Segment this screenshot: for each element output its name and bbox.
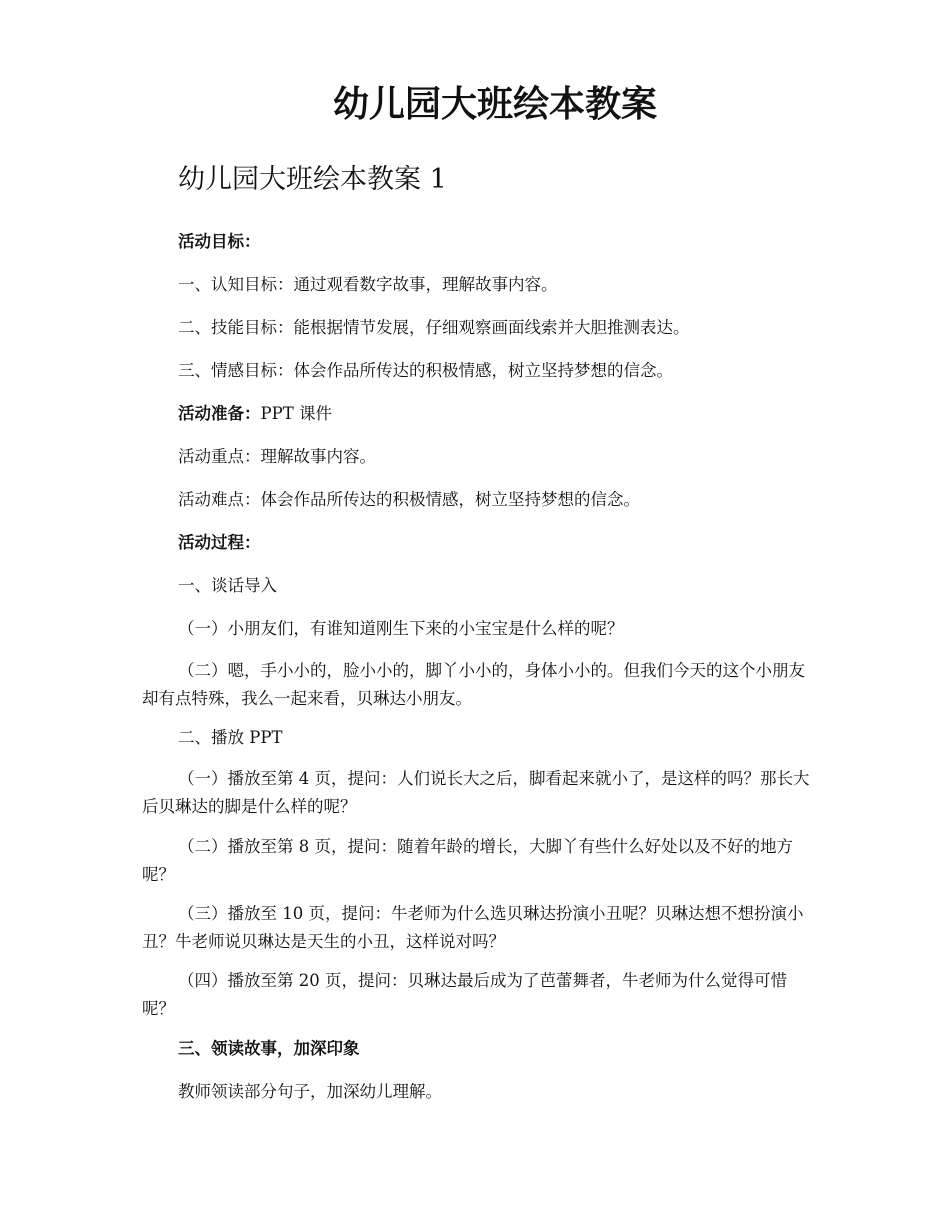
step-intro-heading: 一、谈话导入: [178, 576, 277, 595]
section-title: 幼儿园大班绘本教案 1: [178, 164, 447, 195]
goal-skill: 二、技能目标：能根据情节发展，仔细观察画面线索并大胆推测表达。: [178, 318, 690, 337]
step-intro-question-2: （二）嗯，手小小的，脸小小的，脚丫小小的，身体小小的。但我们今天的这个小朋友却有点特殊，我么一起来看，贝琳达小朋友。: [142, 661, 805, 708]
preparation-label: 活动准备：: [178, 404, 261, 423]
step-ppt-question-4: （四）播放至第 20 页，提问：贝琳达最后成为了芭蕾舞者，牛老师为什么觉得可惜呢？: [142, 971, 787, 1018]
key-point: 活动重点：理解故事内容。: [178, 447, 376, 466]
goal-emotion: 三、情感目标：体会作品所传达的积极情感，树立坚持梦想的信念。: [178, 361, 673, 380]
preparation-line: [178, 401, 332, 427]
step-intro-question-1: （一）小朋友们，有谁知道刚生下来的小宝宝是什么样的呢？: [178, 619, 624, 638]
step-ppt-question-2: （二）播放至第 8 页，提问：随着年龄的增长，大脚丫有些什么好处以及不好的地方呢？: [142, 837, 793, 884]
step-ppt-question-1: （一）播放至第 4 页，提问：人们说长大之后，脚看起来就小了，是这样的吗？那长大后贝琳达的脚是什么样的呢？: [142, 769, 810, 816]
preparation-value: PPT 课件: [260, 404, 332, 423]
step-ppt-question-3: （三）播放至 10 页，提问：牛老师为什么选贝琳达扮演小丑呢？贝琳达想不想扮演小丑？牛老师说贝琳达是天生的小丑，这样说对吗？: [142, 904, 804, 951]
step-ppt-heading: 二、播放 PPT: [178, 728, 283, 747]
document-title: 幼儿园大班绘本教案: [332, 83, 657, 125]
process-heading: 活动过程：: [178, 533, 261, 552]
step-reading-heading: 三、领读故事，加深印象: [178, 1039, 360, 1058]
difficulty-point: 活动难点：体会作品所传达的积极情感，树立坚持梦想的信念。: [178, 490, 640, 509]
goals-heading: 活动目标：: [178, 232, 261, 251]
goal-cognitive: 一、认知目标：通过观看数字故事，理解故事内容。: [178, 275, 558, 294]
step-reading-text: 教师领读部分句子，加深幼儿理解。: [178, 1082, 442, 1101]
